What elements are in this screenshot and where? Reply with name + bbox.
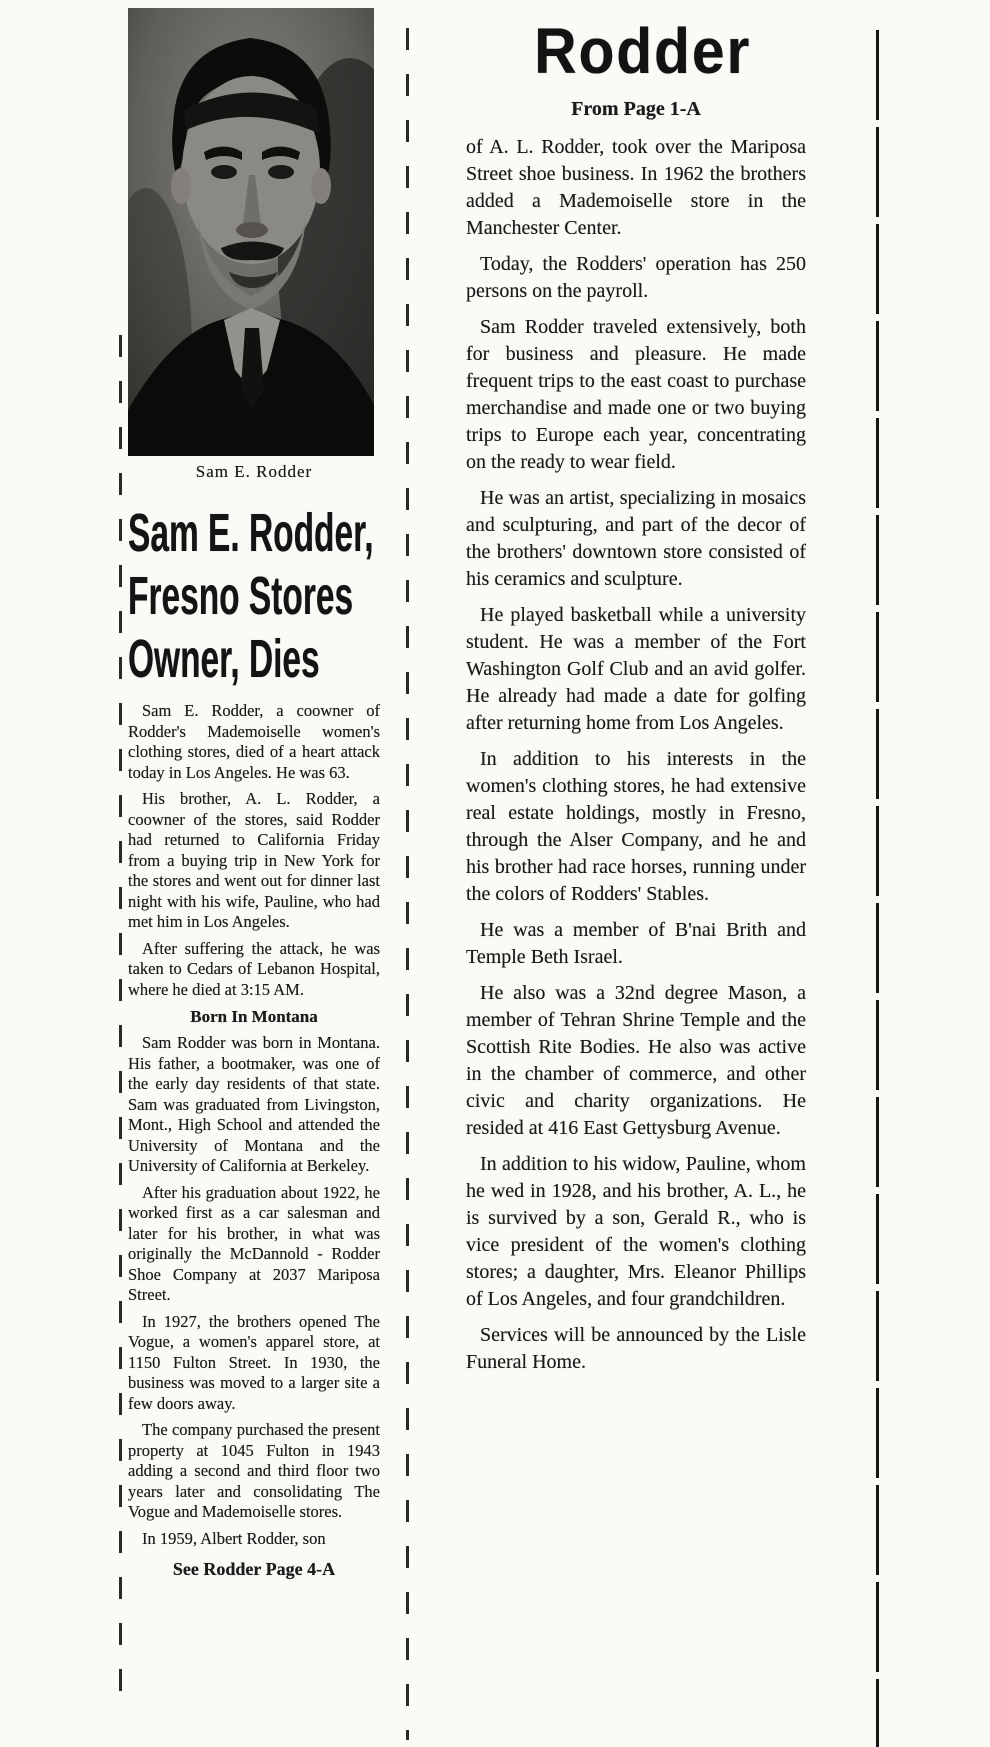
paragraph: In addition to his interests in the women's clothing stores, he had extensive real estate holdings, mostly in Fresno, through the Alser Company, and he and his brother had race horses, running under the colors of Rodders' Stables. <box>466 748 806 905</box>
paragraph: Sam E. Rodder, a coowner of Rodder's Mademoiselle women's clothing stores, died of a heart attack today in Los Angeles. He was 63. <box>128 701 380 782</box>
left-article-column <box>128 8 380 1581</box>
paragraph: The company purchased the present property at 1045 Fulton in 1943 adding a second and third floor two years later and consolidating The Vogue and Mademoiselle stores. <box>128 1420 380 1521</box>
from-page-kicker: From Page 1-A <box>571 98 701 120</box>
column-rule-left <box>119 335 122 1700</box>
headline-line-1: Sam E. Rodder, <box>128 503 374 563</box>
column-rule-right <box>876 30 879 1747</box>
article-headline <box>128 502 380 691</box>
paragraph: His brother, A. L. Rodder, a coowner of the stores, said Rodder had returned to California Friday from a buying trip in New York for the stores and went out for dinner last night with his wife, Pauline, who had met him in Los Angeles. <box>128 789 380 931</box>
portrait-photo <box>128 8 374 456</box>
paragraph: After his graduation about 1922, he worked first as a car salesman and later for his brother, in what was originally the McDannold - Rodder Shoe Company at 2037 Mariposa Street. <box>128 1182 380 1304</box>
right-column-body <box>466 134 806 1376</box>
paragraph: Services will be announced by the Lisle Funeral Home. <box>466 1324 806 1373</box>
paragraph: He was an artist, specializing in mosaics and sculpturing, and part of the decor of the brothers' downtown store consisted of his ceramics and sculpture. <box>466 487 806 590</box>
paragraph: In 1927, the brothers opened The Vogue, a women's apparel store, at 1150 Fulton Street. In 1930, the business was moved to a larger site a few doors away. <box>128 1311 380 1413</box>
paragraph: He also was a 32nd degree Mason, a member of Tehran Shrine Temple and the Scottish Rite Bodies. He also was active in the chamber of commerce, and other civic and charity organizations. He resided at 416 East Gettysburg Avenue. <box>466 982 806 1139</box>
right-article-column <box>466 16 806 1385</box>
paragraph: Sam Rodder was born in Montana. His father, a bootmaker, was one of the early day residents of that state. Sam was graduated from Livingston, Mont., High School and attended the University of Montana and the University of California at Berkeley. <box>128 1033 380 1175</box>
column-rule-middle <box>406 28 409 1740</box>
paragraph: He played basketball while a university student. He was a member of the Fort Washington Golf Club and an avid golfer. He already had made a date for golfing after returning home from Los Angeles. <box>466 604 806 734</box>
paragraph: In 1959, Albert Rodder, son <box>142 1528 326 1548</box>
headline-line-3: Owner, Dies <box>128 629 320 689</box>
paragraph: Sam Rodder traveled extensively, both for business and pleasure. He made frequent trips to the east coast to purchase merchandise and made one or two buying trips to Europe each year, concentrating on the ready to wear field. <box>466 316 806 473</box>
paragraph: After suffering the attack, he was taken to Cedars of Lebanon Hospital, where he died at 3:15 AM. <box>128 938 380 999</box>
paragraph: He was a member of B'nai Brith and Temple Beth Israel. <box>466 919 806 968</box>
paragraph: Today, the Rodders' operation has 250 persons on the payroll. <box>466 253 806 302</box>
paragraph: of A. L. Rodder, took over the Mariposa Street shoe business. In 1962 the brothers added a Mademoiselle store in the Manchester Center. <box>466 136 806 239</box>
continuation-headline: Rodder <box>534 15 752 87</box>
photo-caption: Sam E. Rodder <box>195 462 313 481</box>
continuation-notice: See Rodder Page 4-A <box>172 1559 336 1579</box>
left-column-body <box>128 701 380 1581</box>
headline-line-2: Fresno Stores <box>128 566 354 626</box>
paragraph: In addition to his widow, Pauline, whom he wed in 1928, and his brother, A. L., he is survived by a son, Gerald R., who is vice president of the women's clothing stores; a daughter, Mrs. Eleanor Phillips of Los Angeles, and four grandchildren. <box>466 1153 806 1310</box>
section-subhead: Born In Montana <box>190 1007 318 1026</box>
